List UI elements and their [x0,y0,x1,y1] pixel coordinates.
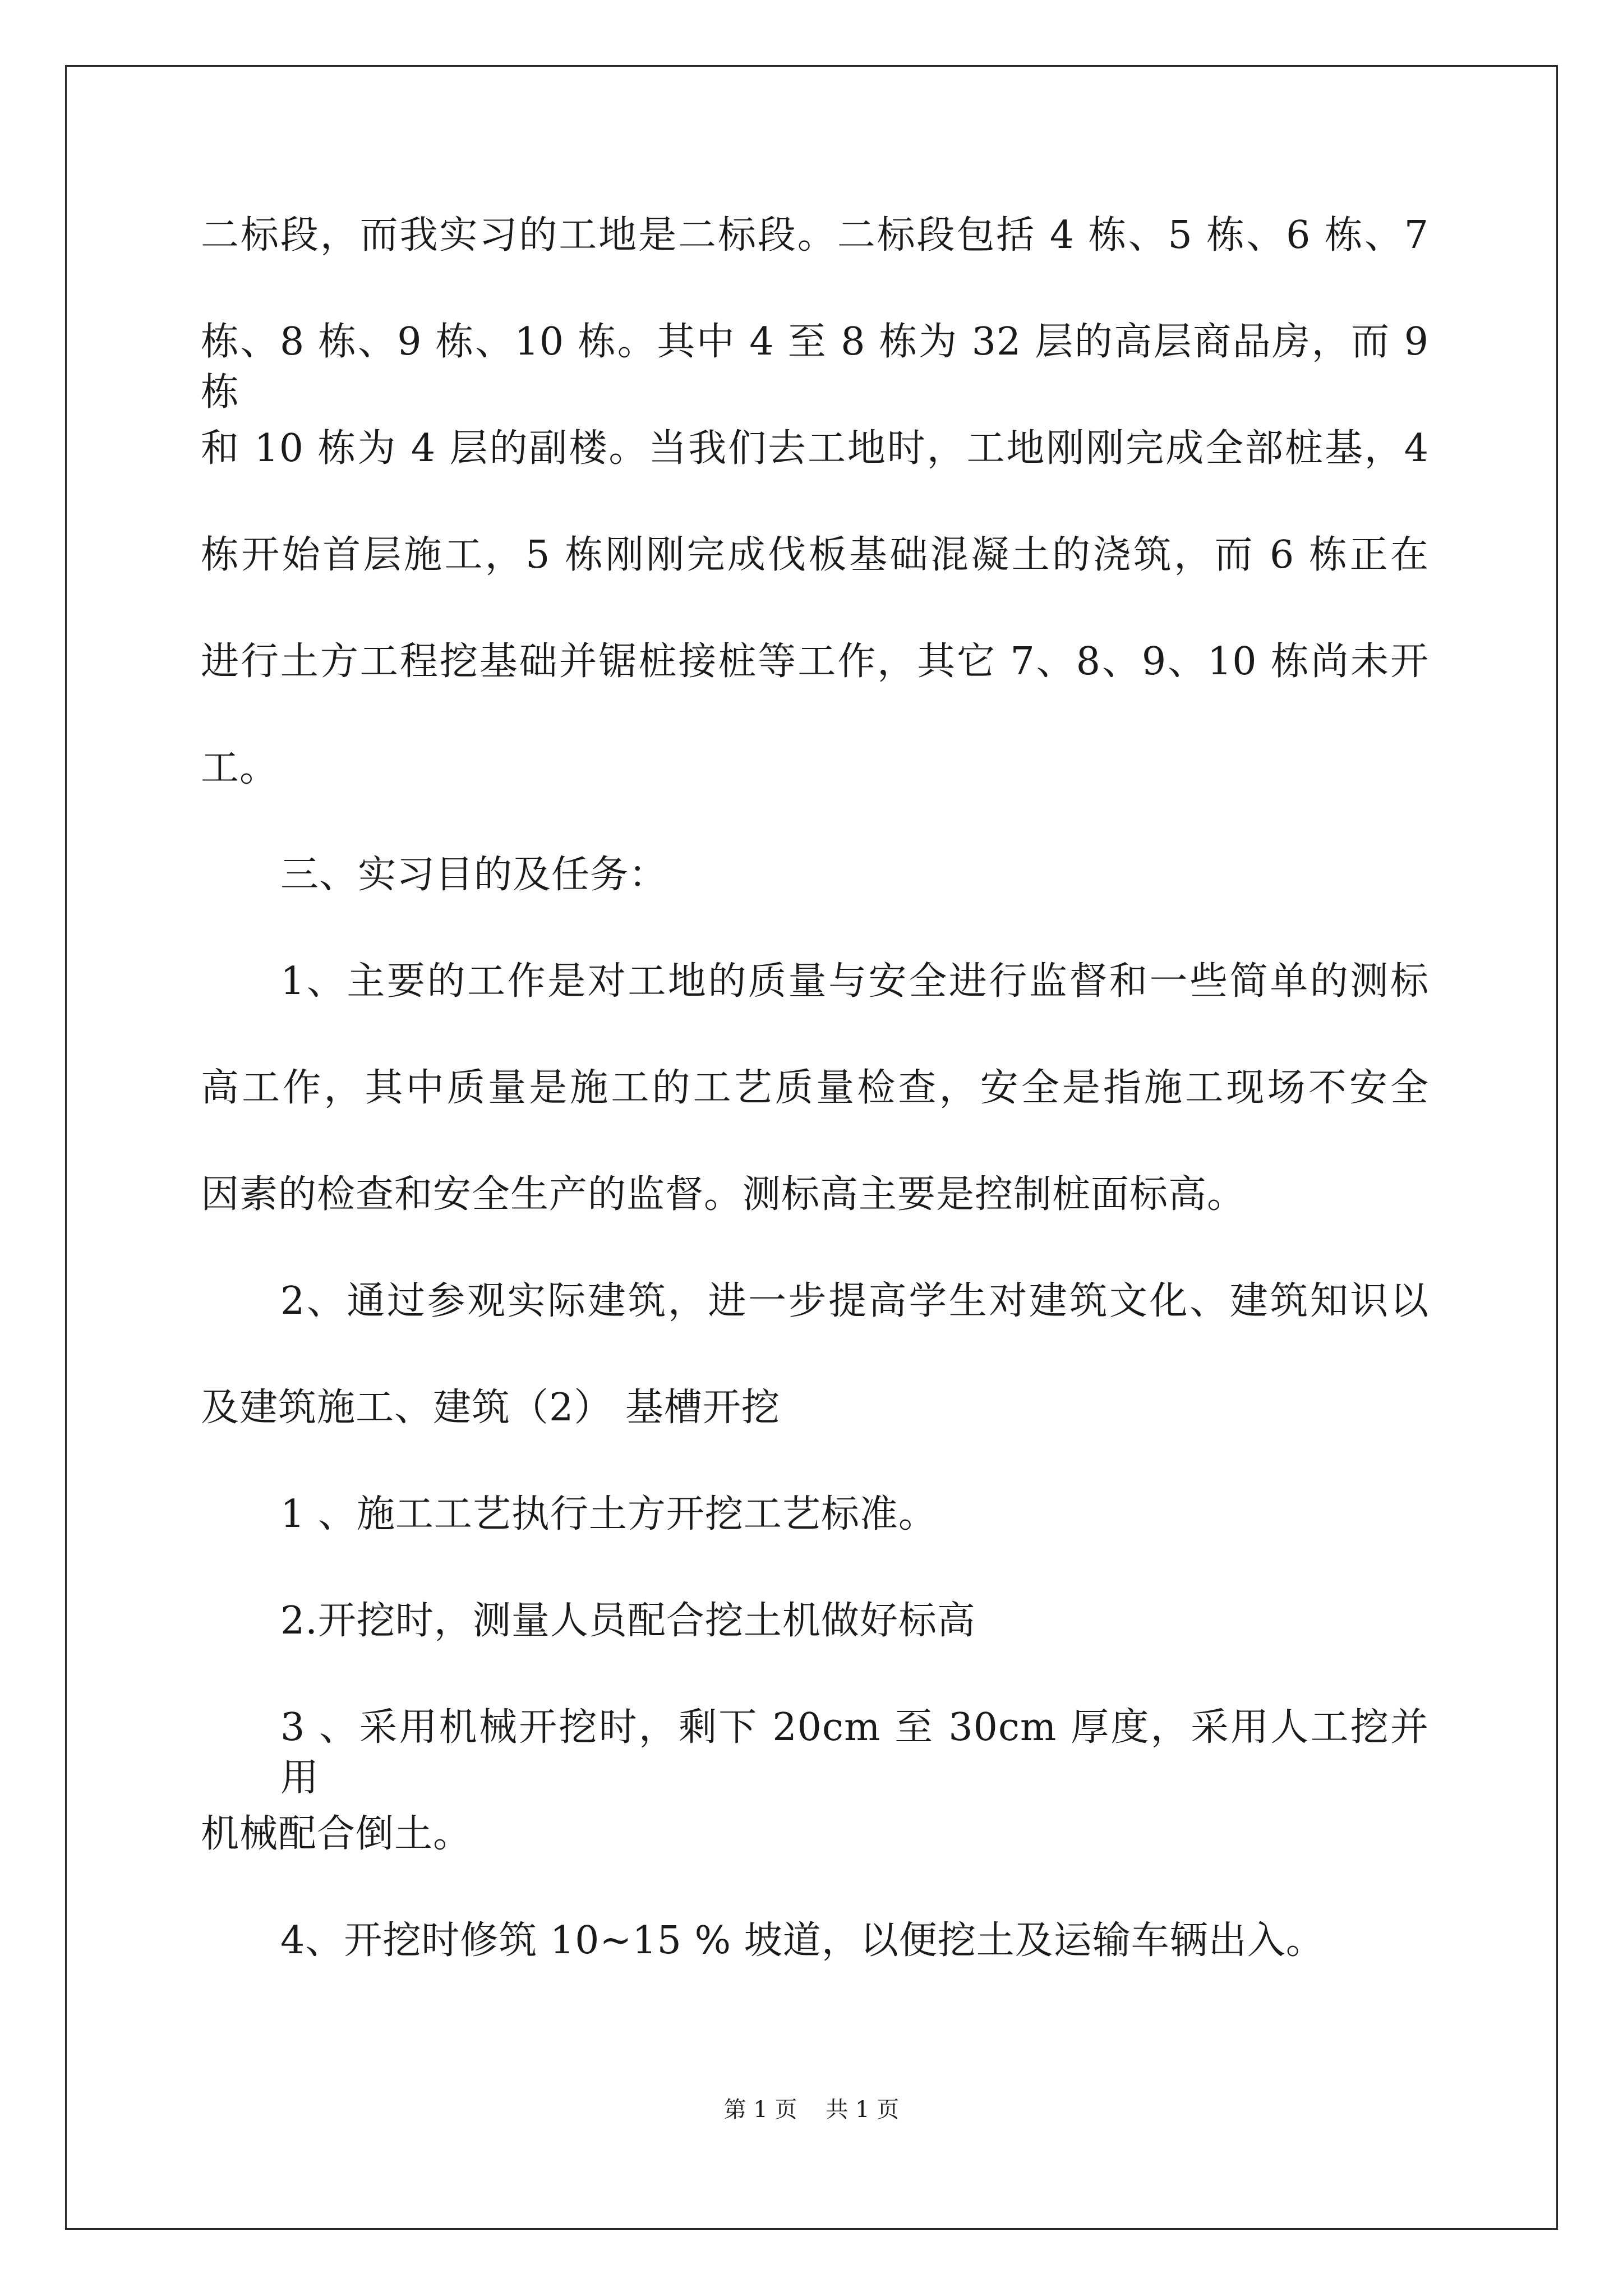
paragraph-line: 2.开挖时，测量人员配合挖土机做好标高 [280,1599,976,1643]
page-total: 共 1 页 [826,2097,900,2123]
paragraph-line: 2、通过参观实际建筑，进一步提高学生对建筑文化、建筑知识以 [280,1279,1429,1323]
page-number: 第 1 页 [723,2097,797,2123]
paragraph-line: 进行土方工程挖基础并锯桩接桩等工作，其它 7、8、9、10 栋尚未开 [201,639,1429,684]
page-border [65,65,1558,2230]
paragraph-line: 3 、采用机械开挖时，剩下 20cm 至 30cm 厚度，采用人工挖并用 [280,1705,1429,1800]
paragraph-line: 机械配合倒土。 [201,1812,472,1856]
paragraph-line: 4、开挖时修筑 10~15 % 坡道，以便挖土及运输车辆出入。 [280,1918,1325,1963]
paragraph-line: 高工作，其中质量是施工的工艺质量检查，安全是指施工现场不安全 [201,1066,1429,1110]
section-heading: 三、实习目的及任务： [280,853,668,897]
page-footer [0,2096,1623,2124]
paragraph-line: 二标段，而我实习的工地是二标段。二标段包括 4 栋、5 栋、6 栋、7 [201,213,1429,257]
paragraph-line: 1、主要的工作是对工地的质量与安全进行监督和一些简单的测标 [280,959,1429,1004]
paragraph-line: 因素的检查和安全生产的监督。测标高主要是控制桩面标高。 [201,1172,1246,1217]
paragraph-line: 和 10 栋为 4 层的副楼。当我们去工地时，工地刚刚完成全部桩基，4 [201,426,1429,471]
paragraph-line: 及建筑施工、建筑（2） 基槽开挖 [201,1386,780,1430]
paragraph-line: 工。 [201,746,279,790]
paragraph-line: 栋开始首层施工，5 栋刚刚完成伐板基础混凝土的浇筑，而 6 栋正在 [201,533,1429,577]
paragraph-line: 栋、8 栋、9 栋、10 栋。其中 4 至 8 栋为 32 层的高层商品房，而 9 栋 [201,320,1429,415]
paragraph-line: 1 、施工工艺执行土方开挖工艺标准。 [280,1492,937,1536]
